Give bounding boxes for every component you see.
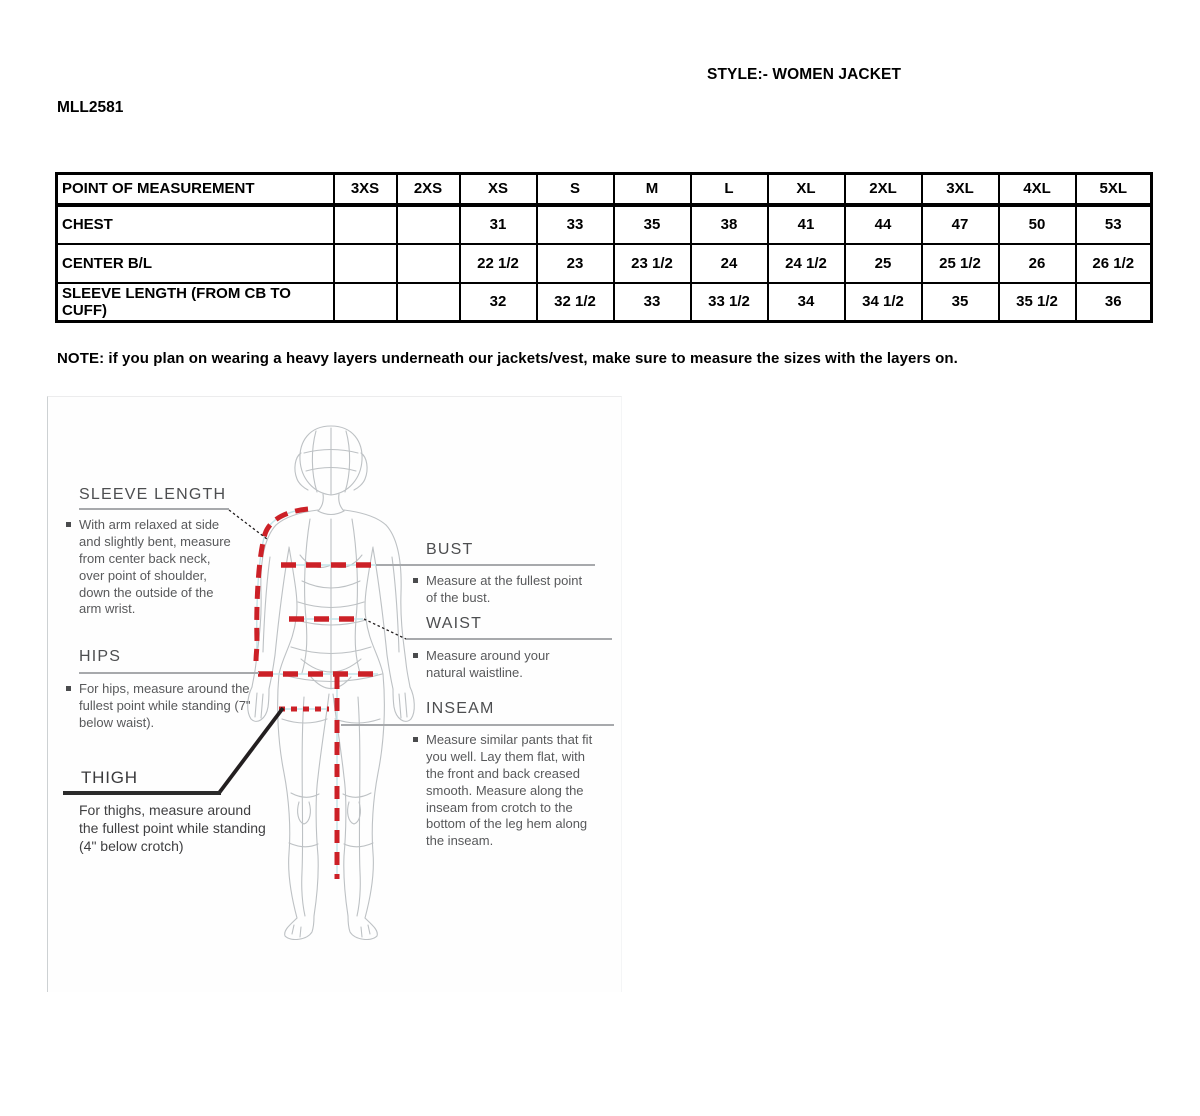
table-cell: 35 1/2 <box>999 283 1076 322</box>
column-header: S <box>537 174 614 205</box>
column-header: M <box>614 174 691 205</box>
table-cell: 33 1/2 <box>691 283 768 322</box>
inseam-description <box>413 732 598 850</box>
row-label: SLEEVE LENGTH (FROM CB TO CUFF) <box>57 283 334 322</box>
table-cell <box>334 283 397 322</box>
table-cell: 44 <box>845 205 922 244</box>
bullet-square-icon <box>413 578 418 583</box>
row-label: CENTER B/L <box>57 244 334 283</box>
thigh-title: THIGH <box>81 768 138 787</box>
table-cell: 33 <box>537 205 614 244</box>
measurement-diagram <box>47 396 622 992</box>
table-cell: 34 <box>768 283 845 322</box>
column-header: 2XS <box>397 174 460 205</box>
annotation-text: For hips, measure around the fullest point while standing (7" below waist). <box>79 681 251 730</box>
column-header: 3XL <box>922 174 999 205</box>
column-header: 3XS <box>334 174 397 205</box>
sleeve-length-description <box>66 517 238 618</box>
annotation-text: Measure similar pants that fit you well. Lay them flat, with the front and back creased smooth. Measure along the inseam from crotch to the bottom of the leg hem along the inseam. <box>426 732 593 849</box>
table-cell <box>397 283 460 322</box>
table-cell: 22 1/2 <box>460 244 537 283</box>
waist-title: WAIST <box>426 615 483 632</box>
table-cell: 25 <box>845 244 922 283</box>
table-cell: 35 <box>614 205 691 244</box>
column-header: L <box>691 174 768 205</box>
column-header: POINT OF MEASUREMENT <box>57 174 334 205</box>
thigh-underline <box>63 791 221 795</box>
bullet-square-icon <box>413 737 418 742</box>
table-cell: 24 <box>691 244 768 283</box>
hips-underline <box>79 672 259 674</box>
table-cell: 41 <box>768 205 845 244</box>
column-header: 4XL <box>999 174 1076 205</box>
bust-underline <box>376 564 595 566</box>
style-number: MLL2581 <box>57 99 124 116</box>
inseam-underline <box>341 724 614 726</box>
table-cell: 23 1/2 <box>614 244 691 283</box>
column-header: XS <box>460 174 537 205</box>
table-row <box>57 244 1152 283</box>
row-label: CHEST <box>57 205 334 244</box>
body-wireframe <box>248 426 415 939</box>
annotation-text: Measure around your natural waistline. <box>426 648 550 680</box>
sleeve-length-underline <box>79 508 229 510</box>
note-text: NOTE: if you plan on wearing a heavy layers underneath our jackets/vest, make sure to measure the sizes with the layers on. <box>57 350 958 367</box>
table-cell <box>397 244 460 283</box>
column-header: XL <box>768 174 845 205</box>
waist-description <box>413 648 585 682</box>
table-header-row <box>57 174 1152 205</box>
table-cell: 50 <box>999 205 1076 244</box>
table-cell: 26 1/2 <box>1076 244 1152 283</box>
bullet-square-icon <box>66 522 71 527</box>
column-header: 2XL <box>845 174 922 205</box>
leader-lines <box>219 510 406 793</box>
size-chart-table <box>55 172 1153 323</box>
hips-title: HIPS <box>79 648 122 665</box>
table-cell: 53 <box>1076 205 1152 244</box>
table-cell: 35 <box>922 283 999 322</box>
table-cell <box>397 205 460 244</box>
table-cell: 32 1/2 <box>537 283 614 322</box>
bust-description <box>413 573 585 607</box>
table-cell: 47 <box>922 205 999 244</box>
table-row <box>57 283 1152 322</box>
table-cell: 23 <box>537 244 614 283</box>
column-header: 5XL <box>1076 174 1152 205</box>
sleeve-length-title: SLEEVE LENGTH <box>79 486 227 503</box>
style-title: STYLE:- WOMEN JACKET <box>707 66 902 83</box>
annotation-text: Measure at the fullest point of the bust. <box>426 573 583 605</box>
table-cell: 25 1/2 <box>922 244 999 283</box>
waist-underline <box>406 638 612 640</box>
table-cell <box>334 205 397 244</box>
inseam-title: INSEAM <box>426 700 495 717</box>
table-cell: 32 <box>460 283 537 322</box>
annotation-text: For thighs, measure around the fullest point while standing (4" below crotch) <box>79 802 266 855</box>
table-cell: 36 <box>1076 283 1152 322</box>
table-cell <box>334 244 397 283</box>
table-cell: 33 <box>614 283 691 322</box>
table-cell: 34 1/2 <box>845 283 922 322</box>
table-cell: 24 1/2 <box>768 244 845 283</box>
bullet-square-icon <box>413 653 418 658</box>
bust-title: BUST <box>426 541 474 558</box>
table-row <box>57 205 1152 244</box>
annotation-text: With arm relaxed at side and slightly bent, measure from center back neck, over point of shoulder, down the outside of the arm wrist. <box>79 517 231 617</box>
thigh-description <box>79 801 271 856</box>
table-cell: 26 <box>999 244 1076 283</box>
hips-description <box>66 681 251 732</box>
bullet-square-icon <box>66 686 71 691</box>
table-cell: 31 <box>460 205 537 244</box>
table-cell: 38 <box>691 205 768 244</box>
